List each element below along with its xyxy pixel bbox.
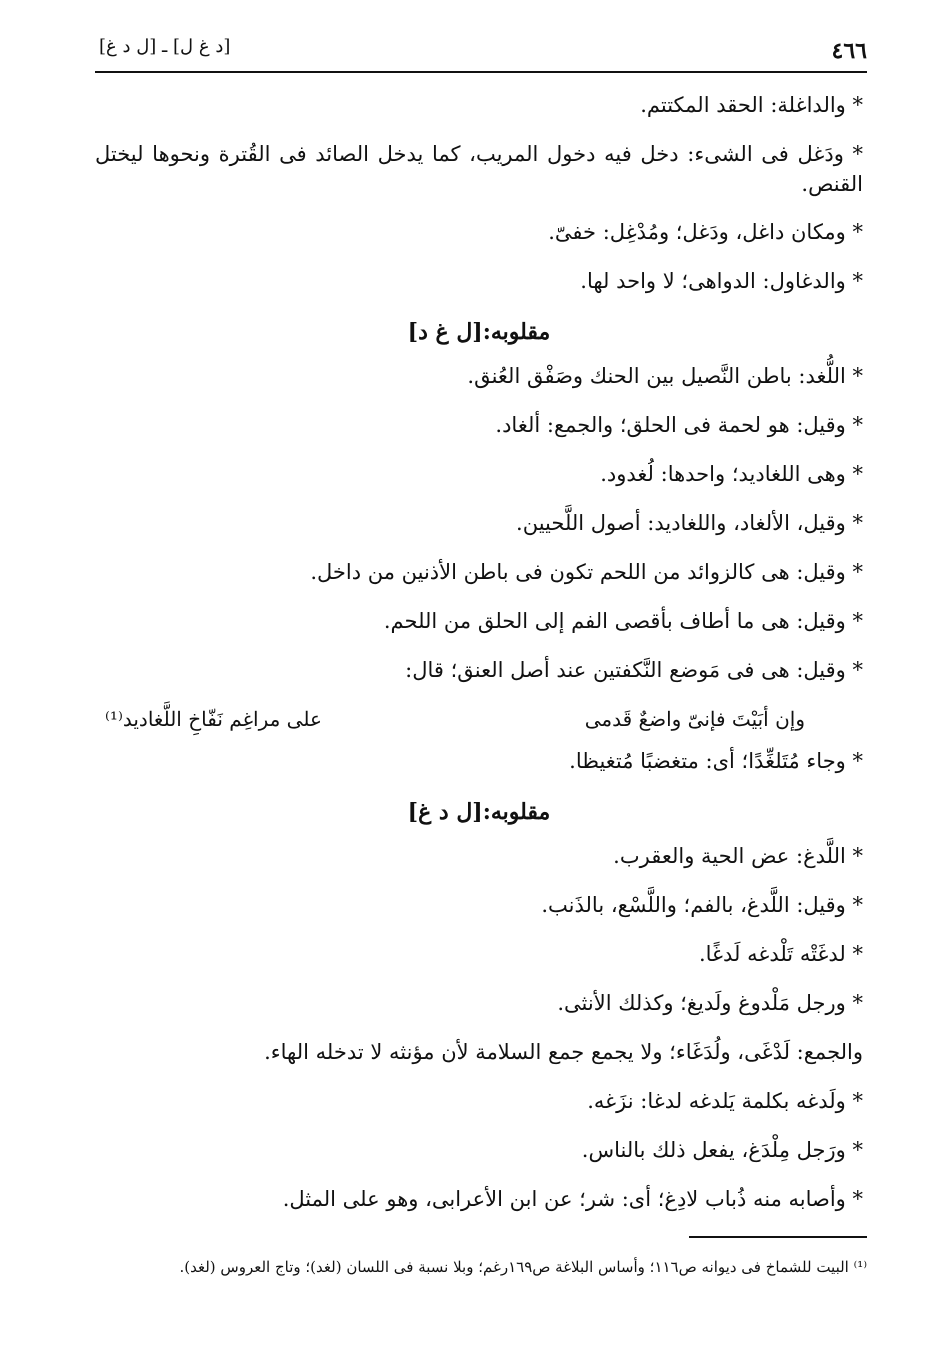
verse-second-hemistich: على مراغِم نَفّاخِ اللَّغاديد⁽¹⁾ — [105, 707, 322, 731]
text-line: * لدغَتْه تَلْدغه لَدغًا. — [698, 942, 863, 966]
section-heading: مقلوبه:[ل د غ] — [407, 799, 551, 825]
poetry-verse — [95, 704, 863, 746]
footnote-rule — [689, 1236, 867, 1238]
text-line: * اللَّدغ: عض الحية والعقرب. — [613, 844, 863, 868]
text-line: * وقيل: هو لحمة فى الحلق؛ والجمع: ألغاد. — [495, 413, 863, 437]
verse-first-hemistich: وإن أبَيْتَ فإنىّ واضعٌ قَدمى — [584, 707, 805, 731]
text-line: * وجاء مُتَلغِّدًا؛ أى: متغضبًا مُتغيظا. — [569, 749, 863, 773]
text-line: * ومكان داغل، ودَغل؛ ومُدْغِل: خفىّ. — [548, 220, 863, 244]
page-header — [95, 30, 867, 70]
text-line: * اللُّغد: باطن النَّصيل بين الحنك وصَفْق العُنق. — [467, 364, 863, 388]
text-line: والجمع: لَدْغَى، ولُدَغَاء؛ ولا يجمع جمع السلامة لأن مؤنثه لا تدخله الهاء. — [264, 1040, 863, 1064]
main-text — [95, 90, 863, 1233]
text-line: * ورجل مَلْدوغ ولَديغ؛ وكذلك الأنثى. — [557, 991, 863, 1015]
header-rule — [95, 71, 867, 73]
text-line: * والداغلة: الحقد المكتتم. — [640, 93, 863, 117]
page-number: ٤٦٦ — [831, 38, 867, 64]
text-line: * وقيل: هى ما أطاف بأقصى الفم إلى الحلق من اللحم. — [383, 609, 863, 633]
running-title: [د غ ل] ـ [ل د غ] — [99, 36, 231, 57]
text-line: * وقيل: اللَّدغ، بالفم؛ واللَّسْع، بالذَنب. — [541, 893, 863, 917]
text-line: * ورَجل مِلْدَغ، يفعل ذلك بالناس. — [581, 1138, 863, 1162]
text-line: * ولَدغه بكلمة يَلدغه لدغا: نزَغه. — [587, 1089, 863, 1113]
text-line: * وهى اللغاديد؛ واحدها: لُغدود. — [600, 462, 863, 486]
text-line: * ودَغل فى الشىء: دخل فيه دخول المريب، كما يدخل الصائد فى القُترة ونحوها ليختل القنص. — [95, 142, 863, 196]
text-line: * وقيل: هى كالزوائد من اللحم تكون فى باطن الأذنين من داخل. — [310, 560, 863, 584]
text-line: * وأصابه منه ذُباب لادِغ؛ أى: شر؛ عن ابن الأعرابى، وهو على المثل. — [282, 1187, 863, 1211]
text-line: * وقيل، الألغاد، واللغاديد: أصول اللَّحيين. — [516, 511, 863, 535]
text-line: * والدغاول: الدواهى؛ لا واحد لها. — [580, 269, 863, 293]
section-heading: مقلوبه:[ل غ د] — [407, 319, 551, 345]
text-line: * وقيل: هى فى مَوضع النَّكفتين عند أصل العنق؛ قال: — [405, 658, 863, 682]
footnote: ⁽¹⁾ البيت للشماخ فى ديوانه ص١١٦؛ وأساس البلاغة ص١٦٩رغم؛ وبلا نسبة فى اللسان (لغد)؛ وتاج العروس (لغد). — [179, 1258, 867, 1276]
